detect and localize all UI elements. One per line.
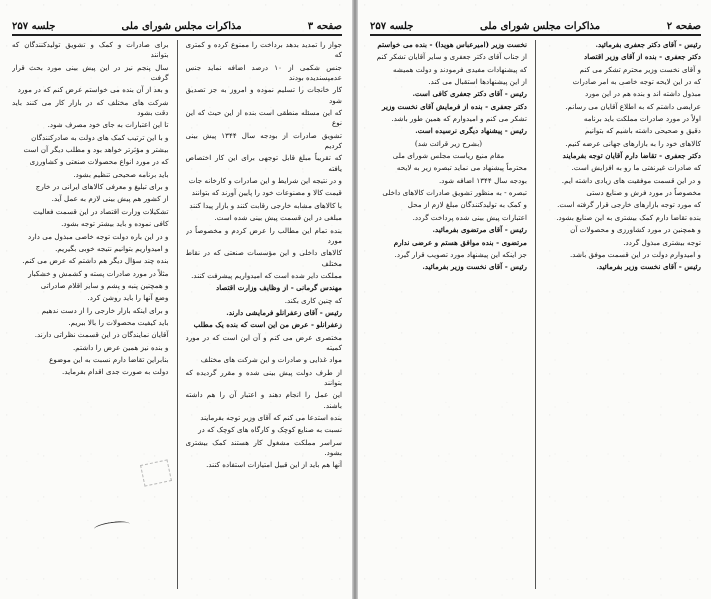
text-line: آنها هم باید از این قبیل امتیازات استفاده کنند. <box>206 460 342 470</box>
text-line: رئیس - پیشنهاد دیگری نرسیده است. <box>415 126 527 136</box>
text-line: مقام منیع ریاست مجلس شورای ملی <box>392 151 505 161</box>
text-line: تشکر می کنم و امیدوارم که همین طور باشد. <box>391 114 527 124</box>
text-line: سال پنجم نیز در این پیش بینی مورد بحث قرار گرفت <box>12 62 169 83</box>
text-line: مبلغی در این قسمت پیش بینی شده است. <box>214 213 342 223</box>
text-line: که مورد توجه بازارهای خارجی قرار گرفته است. <box>557 200 701 210</box>
left-page <box>0 0 352 599</box>
text-line: بنابراین تقاضا دارم نسبت به این موضوع <box>49 354 169 364</box>
text-line: رئیس - آقای مرتضوی بفرمائید. <box>432 225 527 235</box>
text-line: دقیق و صحیحی داشته باشیم که بتوانیم <box>584 126 701 136</box>
text-line: نسبت به صنایع کوچک و کارگاه های کوچک که در <box>198 425 342 435</box>
column-divider <box>177 40 178 589</box>
text-line: کافی نموده و باید بیشتر توجه بشود. <box>61 219 169 229</box>
text-line: باید کیفیت محصولات را بالا ببریم. <box>68 317 169 327</box>
left-journal-title: مذاکرات مجلس شورای ملی <box>121 21 242 32</box>
text-line: مهندس گرمانی - از وظایف وزارت اقتصاد <box>216 283 342 293</box>
text-line: بنده تمام این مطالب را عرض کردم و مخصوصاً در مورد <box>185 225 342 245</box>
left-page-header <box>12 12 342 36</box>
text-line: از طرف دولت پیش بینی شده و مقرر گردیده که بتوانند <box>185 367 342 387</box>
text-line: که در مورد انواع محصولات صنعتی و کشاورزی <box>29 157 169 167</box>
text-line: تشویق صادرات از بودجه سال ۱۳۴۴ پیش بینی کردیم <box>185 130 342 151</box>
right-page <box>358 0 711 599</box>
text-line: مواد غذایی و صادرات و این شرکت های مختلف <box>200 355 342 365</box>
text-line: مختصری عرض می کنم و آن این است که در مورد کمیته <box>185 332 342 352</box>
text-line: جواز را تمدید بدهد برداخت را ممنوع کرده و کمتری که <box>185 40 342 60</box>
text-line: و امیدواریم بتوانیم نتیجه خوبی بگیریم. <box>55 243 169 253</box>
text-line: اعتبارات پیش بینی شده پرداخت گردد. <box>412 212 527 222</box>
text-line: و در این باره دولت توجه خاصی مبذول می دارد <box>28 231 169 241</box>
text-line: و در نتیجه این شرایط و این صادرات و کارخانه جات <box>188 176 342 186</box>
text-line: نخست وزیر (امیرعباس هویدا) - بنده می خواستم <box>377 40 527 49</box>
text-line: بنده چند سؤال دیگر هم داشتم که عرض می کنم. <box>22 256 169 266</box>
text-line: و کمک به تولیدکنندگان مبلغ لازم از محل <box>407 200 527 210</box>
text-line: توجه بیشتری مبذول گردد. <box>623 237 701 247</box>
text-line: اولاً در مورد صادرات مملکت باید برنامه <box>583 114 701 124</box>
text-line: و امیدوارم دولت در این قسمت موفق باشد. <box>569 249 701 259</box>
text-line: از کشور هم پیش بینی لازم به عمل آید. <box>51 194 169 204</box>
text-line: جنس شکمی از ۱۰ درصد اضافه نماید جنس عدمپسندیده بودند <box>185 62 342 83</box>
text-line: و همچنین پنبه و پشم و سایر اقلام صادراتی <box>40 280 169 290</box>
text-line: از این پیشنهادها استقبال می کند. <box>428 77 527 87</box>
text-line: شرکت های مختلف که در بازار کار می کنند باید دقت بشود <box>12 97 169 118</box>
text-line: وضع آنها را باید روشن کرد. <box>87 293 169 303</box>
text-line: تبصره - به منظور تشویق صادرات کالاهای داخلی <box>382 188 527 198</box>
left-session-number: جلسه ۲۵۷ <box>12 21 56 32</box>
text-line: با کالاهای مشابه خارجی رقابت کنند و بازار پیدا کنند <box>189 200 342 210</box>
text-line: کار خانجات را تسلیم نموده و امروز به جز تصدیق شود <box>185 85 342 105</box>
text-line: بیشتر و مؤثرتر خواهد بود و مطلب دیگر آن است <box>23 145 169 155</box>
text-line: محترماً پیشنهاد می نماید تبصره زیر به لایحه <box>396 163 527 173</box>
right-session-number: جلسه ۲۵۷ <box>370 21 414 32</box>
left-column-2 <box>12 40 169 589</box>
text-line: که پیشنهادات مفیدی فرمودند و دولت همیشه <box>393 64 527 74</box>
text-line: و برای تبلیغ و معرفی کالاهای ایرانی در خارج <box>35 182 169 192</box>
text-line: رئیس - آقای نخست وزیر بفرمائید. <box>596 262 701 272</box>
text-line: قیمت کالا و مصنوعات خود را پایین آورند که بتوانند <box>191 188 342 198</box>
text-line: تا این اعتبارات به جای خود مصرف شود. <box>47 120 169 130</box>
column-divider <box>535 40 536 589</box>
text-line: و با این ترتیب کمک های دولت به صادرکنندگان <box>31 132 169 142</box>
text-line: مرتضوی - بنده موافق هستم و عرضی ندارم <box>393 237 527 247</box>
text-line: مبذول داشته اند و بنده هم در این مورد <box>585 89 701 99</box>
text-line: آقایان نمایندگان در این قسمت نظراتی دارند. <box>34 330 169 340</box>
text-line: رئیس - آقای دکتر جعفری کافی است. <box>412 89 527 99</box>
text-line: بودجه سال ۱۳۴۴ اضافه شود. <box>438 175 527 185</box>
text-line: و بعد از آن بنده می خواستم عرض کنم که در مورد <box>17 85 169 95</box>
text-line: رئیس - آقای زعفرانلو فرمایشی دارند. <box>226 307 342 317</box>
text-line: کالاهای خود را به بازارهای جهانی عرضه کنیم. <box>565 138 701 148</box>
text-line: و در این قسمت موفقیت های زیادی داشته ایم. <box>561 175 701 185</box>
text-line: و بنده نیز همین عرض را داشتم. <box>73 342 169 352</box>
text-line: که صادرات غیرنفتی ما رو به افزایش است. <box>571 163 701 173</box>
right-column-2 <box>370 40 527 589</box>
text-line: تشکیلات وزارت اقتصاد در این قسمت فعالیت <box>33 206 169 216</box>
text-line: بنده استدعا می کنم که آقای وزیر توجه بفرمایند <box>200 413 342 422</box>
text-line: مثلاً در مورد صادرات پسته و کشمش و خشکبار <box>28 268 169 278</box>
text-line: و آقای نخست وزیر محترم تشکر می کنم <box>579 64 701 74</box>
text-line: و همچنین در مورد کشاورزی و محصولات آن <box>570 225 701 235</box>
text-line: بنده تقاضا دارم کمک بیشتری به این صنایع بشود. <box>556 212 701 222</box>
text-line: رئیس - آقای دکتر جعفری بفرمائید. <box>595 40 701 49</box>
text-line: مخصوصاً در مورد فرش و صنایع دستی <box>586 188 701 198</box>
text-line: که این مسئله منطقی است بنده از این حیث که این نوع <box>185 108 342 128</box>
text-line: و برای اینکه بازار خارجی را از دست ندهیم <box>41 305 169 315</box>
text-line: کالاهای داخلی و این مؤسسات صنعتی که در نقاط مختلف <box>185 248 342 268</box>
text-line: از جناب آقای دکتر جعفری و سایر آقایان تشکر کنم <box>376 52 527 62</box>
left-text-columns <box>12 40 342 589</box>
text-line: رئیس - آقای نخست وزیر بفرمائید. <box>422 262 527 272</box>
text-line: جز اینکه این پیشنهاد مورد تصویب قرار گیرد. <box>394 249 527 259</box>
text-line: باید برنامه صحیحی تنظیم بشود. <box>73 169 169 179</box>
left-page-number: صفحه ۳ <box>307 21 342 32</box>
text-line: دولت به صورت جدی اقدام بفرماید. <box>62 367 169 377</box>
text-line: برای صادرات و کمک و تشویق تولیدکنندگان که بتوانند <box>12 40 169 60</box>
text-line: دکتر جعفری - بنده از فرمایش آقای نخست وزیر <box>382 101 527 111</box>
text-line: که تقریباً مبلغ قابل توجهی برای این کار اختصاص یافته <box>185 153 342 173</box>
text-line: عرایضی داشتم که به اطلاع آقایان می رسانم. <box>565 101 701 111</box>
right-text-columns <box>370 40 701 589</box>
right-journal-title: مذاکرات مجلس شورای ملی <box>480 21 601 32</box>
text-line: سراسر مملکت مشغول کار هستند کمک بیشتری بشود. <box>185 437 342 458</box>
text-line: این عمل را انجام دهند و اعتبار آن را هم داشته باشند. <box>185 390 342 410</box>
text-line: دکتر جعفری - تقاضا دارم آقایان توجه بفرمایند <box>562 151 701 161</box>
text-line: مملکت دایر شده است که امیدواریم پیشرفت کنند. <box>191 270 342 280</box>
text-line: زعفرانلو - عرض من این است که بنده یک مطلب <box>193 320 342 330</box>
text-line: که چنین کاری بکند. <box>284 295 342 305</box>
right-page-number: صفحه ۲ <box>666 21 701 32</box>
text-line: که در این لایحه توجه خاصی به امر صادرات <box>572 77 701 87</box>
text-line: (بشرح زیر قرائت شد) <box>414 138 483 148</box>
text-line: دکتر جعفری - بنده از آقای وزیر اقتصاد <box>584 52 701 62</box>
right-column-1 <box>544 40 701 589</box>
right-page-header <box>370 12 701 36</box>
left-column-1 <box>186 40 343 589</box>
